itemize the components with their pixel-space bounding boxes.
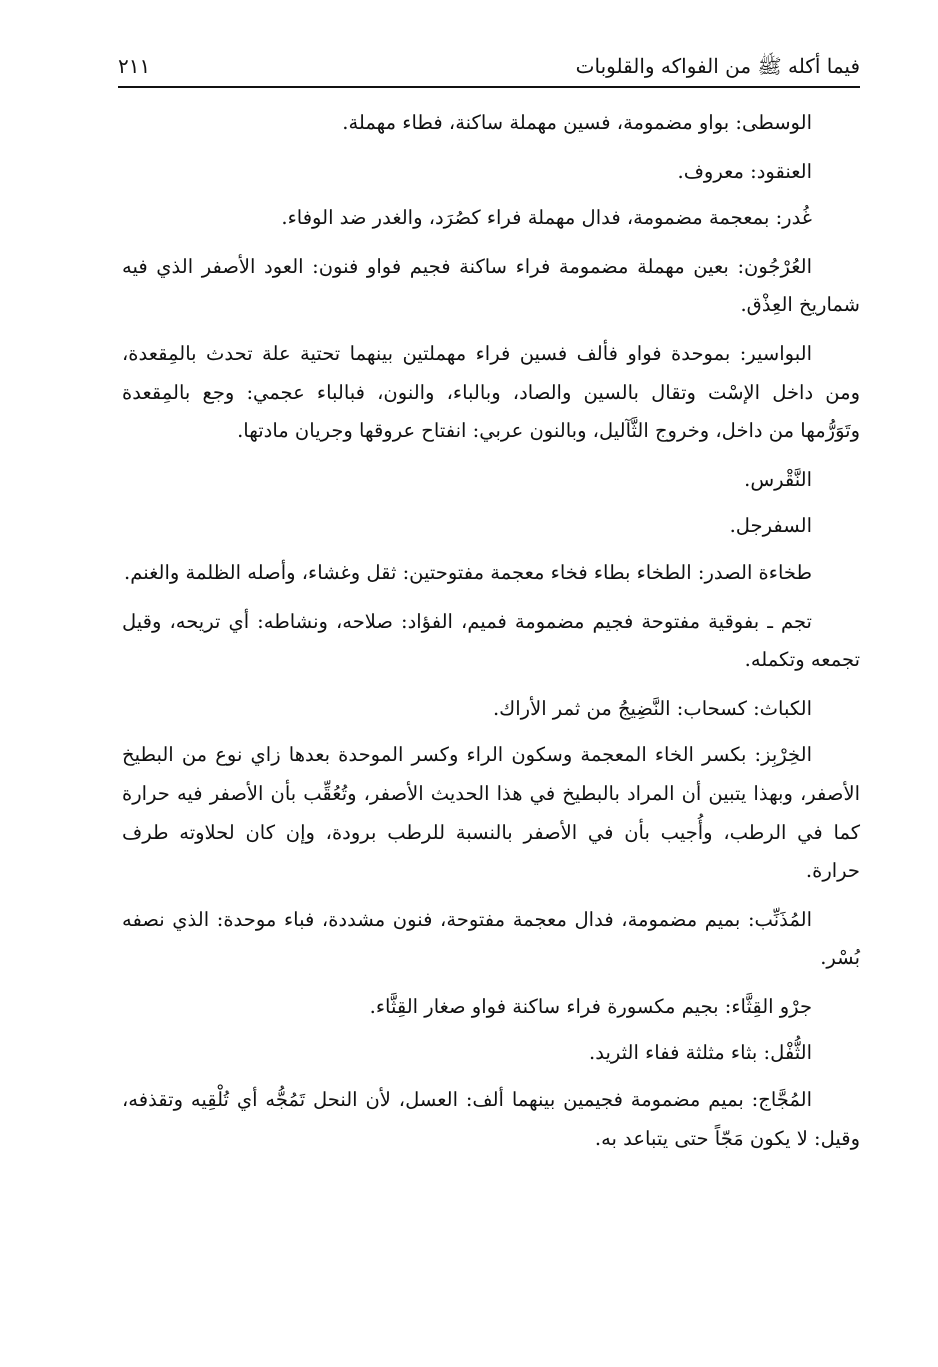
glossary-entry: النَّقْرس. (744, 467, 812, 491)
glossary-entry: الخِرْبِز: بكسر الخاء المعجمة وسكون الراء وكسر الموحدة بعدها زاي نوع من البطيخ الأصفر، وبهذا يتبين أن المراد بالبطيخ في هذا الحديث الأصفر، وتُعُقِّب بأن الأصفر فيه حرارة كما في الرطب، وأُجيب بأن في الأصفر بالنسبة للرطب برودة، وإن كان لحلاوته طرف حرارة. (122, 743, 860, 883)
glossary-body (122, 104, 860, 1168)
glossary-entry: المُذَنِّب: بميم مضمومة، فدال معجمة مفتوحة، فنون مشددة، فباء موحدة: الذي نصفه بُسْر. (122, 907, 860, 970)
running-title: فيما أكله ﷺ من الفواكه والقلوبات (575, 54, 860, 78)
glossary-entry: جرْو القِثَّاء: بجيم مكسورة فراء ساكنة فواو صغار القِثَّاء. (369, 994, 812, 1018)
glossary-entry: العُرْجُون: بعين مهملة مضمومة فراء ساكنة فجيم فواو فنون: العود الأصفر الذي فيه شماريخ العِذْق. (122, 254, 860, 317)
glossary-entry: الوسطى: بواو مضمومة، فسين مهملة ساكنة، فطاء مهملة. (342, 111, 812, 134)
glossary-entry: تجم ـ بفوقية مفتوحة فجيم مضمومة فميم، الفؤاد: صلاحه، ونشاطه: أي تريحه، وقيل تجمعه وتكمله. (122, 609, 860, 672)
glossary-entry: السفرجل. (729, 514, 812, 538)
glossary-entry: غُدر: بمعجمة مضمومة، فدال مهملة فراء كصُرَد، والغدر ضد الوفاء. (281, 206, 812, 230)
glossary-entry: المُجَّاج: بميم مضمومة فجيمين بينهما ألف: العسل، لأن النحل تَمُجُّه أي تُلْقِيه وتقذفه، وقيل: لا يكون مَجّاً حتى يتباعد به. (122, 1088, 860, 1150)
glossary-entry: العنقود: معروف. (677, 159, 812, 183)
glossary-entry: البواسير: بموحدة فواو فألف فسين فراء مهملتين بينهما تحتية علة تحدث بالمِقعدة، ومن داخل الإسْت وتقال بالسين والصاد، وبالباء، والنون، فبالباء عجمي: وجع بالمِقعدة وتَوَرُّمها من داخل، وخروج الثَّآليل، وبالنون عربي: انفتاح عروقها وجريان مادتها. (122, 341, 860, 443)
glossary-entry: الكباث: كسحاب: النَّضِيجُ من ثمر الأراك. (492, 696, 812, 720)
page-header (118, 50, 860, 88)
page-number: ٢١١ (118, 54, 151, 78)
glossary-entry: الثُّفْل: بثاء مثلثة ففاء الثريد. (589, 1041, 812, 1065)
glossary-entry: طخاءة الصدر: الطخاء بطاء فخاء معجمة مفتوحتين: ثقل وغشاء، وأصله الظلمة والغنم. (124, 560, 812, 584)
